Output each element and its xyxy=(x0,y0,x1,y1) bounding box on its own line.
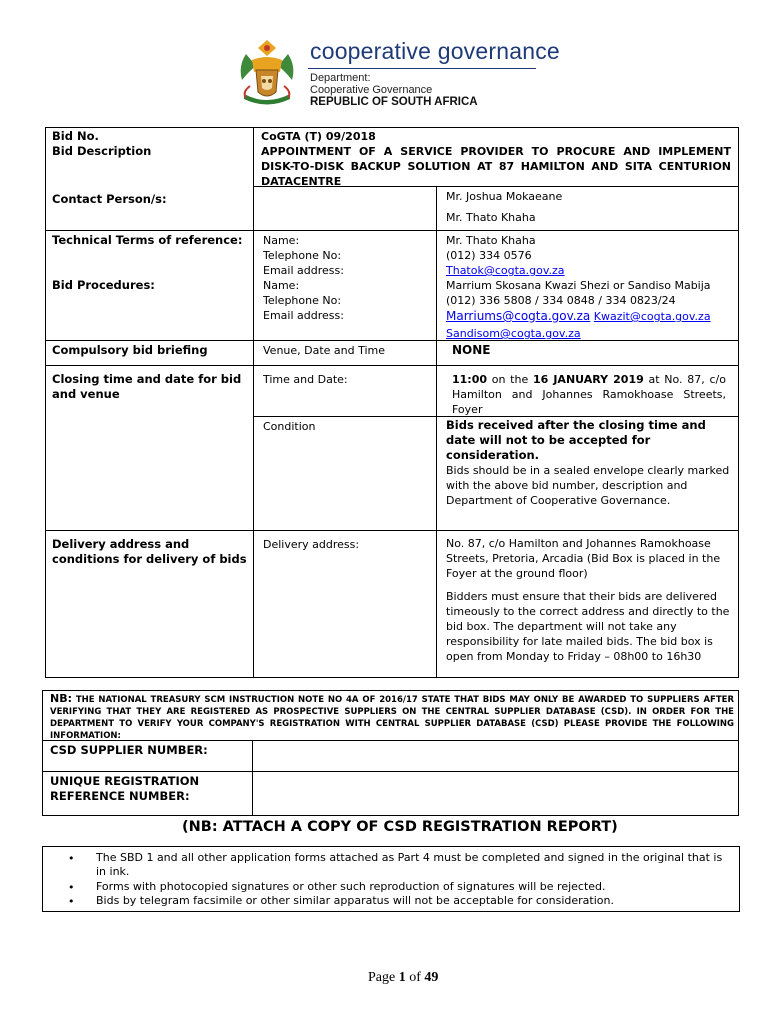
country-name: REPUBLIC OF SOUTH AFRICA xyxy=(310,96,478,108)
header-rule xyxy=(308,68,536,69)
proc-email-link-1[interactable]: Marriums@cogta.gov.za xyxy=(446,309,591,323)
proc-name-label: Name: xyxy=(263,279,300,292)
note-item-2: Forms with photocopied signatures or other such reproduction of signatures will be rejected. xyxy=(96,880,606,893)
closing-on: on the xyxy=(487,373,533,386)
briefing-label: Compulsory bid briefing xyxy=(52,343,208,357)
page-total: 49 xyxy=(424,970,439,985)
unique-reg-field[interactable] xyxy=(254,773,736,814)
unique-reg-label-1: UNIQUE REGISTRATION xyxy=(50,774,200,788)
bid-description-value: APPOINTMENT OF A SERVICE PROVIDER TO PROCURE AND IMPLEMENT DISK-TO-DISK BACKUP SOLUTION AT 87 HAMILTON AND SITA CENTURION DATACENTRE xyxy=(261,145,731,188)
tech-name-value: Mr. Thato Khaha xyxy=(446,234,536,247)
page-current: 1 xyxy=(398,970,406,985)
closing-label: Closing time and date for bid and venue xyxy=(52,372,242,401)
closing-date: 16 JANUARY 2019 xyxy=(532,373,644,386)
delivery-label: Delivery address and conditions for delivery of bids xyxy=(52,537,247,566)
briefing-field: Venue, Date and Time xyxy=(263,344,386,357)
closing-venue: at No. 87, c/o Hamilton and Johannes Ramokhoase Streets, Foyer xyxy=(452,373,726,416)
note-bullet-1: • xyxy=(68,852,75,865)
csd-nb-prefix: NB: xyxy=(50,692,72,705)
proc-email-link-2[interactable]: Kwazit@cogta.gov.za xyxy=(593,310,711,323)
bid-no-value: CoGTA (T) 09/2018 xyxy=(261,130,376,143)
tech-name-label: Name: xyxy=(263,234,300,247)
csd-nb-note xyxy=(50,693,734,742)
closing-time: 11:00 xyxy=(452,373,488,386)
page-word: Page xyxy=(368,970,399,985)
proc-email-row xyxy=(446,309,711,324)
delivery-field: Delivery address: xyxy=(263,538,360,551)
proc-name-value: Marrium Skosana Kwazi Shezi or Sandiso Mabija xyxy=(446,279,711,292)
delivery-address: No. 87, c/o Hamilton and Johannes Ramokhoase Streets, Pretoria, Arcadia (Bid Box is placed in the Foyer at the ground floor) xyxy=(446,537,721,580)
csd-supplier-label: CSD SUPPLIER NUMBER: xyxy=(50,743,208,757)
attach-csd-note: (NB: ATTACH A COPY OF CSD REGISTRATION REPORT) xyxy=(182,819,618,835)
org-name: cooperative governance xyxy=(310,38,560,64)
unique-reg-label-2: REFERENCE NUMBER: xyxy=(50,789,190,803)
tech-email-label: Email address: xyxy=(263,264,344,277)
tech-telephone-value: (012) 334 0576 xyxy=(446,249,532,262)
note-item-3: Bids by telegram facsimile or other similar apparatus will not be acceptable for consideration. xyxy=(96,894,614,907)
note-item-1: The SBD 1 and all other application forms attached as Part 4 must be completed and signed in the original that is in ink. xyxy=(96,851,723,878)
note-bullet-2: • xyxy=(68,881,75,894)
proc-email-label: Email address: xyxy=(263,309,344,322)
tech-email-link[interactable]: Thatok@cogta.gov.za xyxy=(446,264,565,277)
contact-person-1: Mr. Joshua Mokaeane xyxy=(446,190,563,203)
department-lines xyxy=(310,72,432,96)
csd-nb-text: THE NATIONAL TREASURY SCM INSTRUCTION NOTE NO 4A OF 2016/17 STATE THAT BIDS MAY ONLY BE AWARDED TO SUPPLIERS AFTER VERIFYING THAT THEY ARE REGISTERED AS PROSPECTIVE SUPPLIERS ON THE CENTRAL SUPPLIER DATABASE (CSD). IN ORDER FOR THE DEPARTMENT TO VERIFY YOUR COMPANY'S REGISTRATION WITH CENTRAL SUPPLIER DATABASE (CSD) PLEASE PROVIDE THE FOLLOWING INFORMATION: xyxy=(50,695,734,741)
condition-field: Condition xyxy=(263,420,316,433)
page-number xyxy=(368,969,438,987)
proc-telephone-label: Telephone No: xyxy=(263,294,342,307)
contact-persons-label: Contact Person/s: xyxy=(52,192,167,206)
proc-telephone-value: (012) 336 5808 / 334 0848 / 334 0823/24 xyxy=(446,294,676,307)
technical-terms-label: Technical Terms of reference: xyxy=(52,233,243,247)
tech-telephone-label: Telephone No: xyxy=(263,249,342,262)
contact-person-2: Mr. Thato Khaha xyxy=(446,211,536,224)
closing-value xyxy=(452,372,726,417)
of-word: of xyxy=(405,970,425,985)
delivery-note: Bidders must ensure that their bids are delivered timeously to the correct address and directly to the bid box. The department will not take any responsibility for late mailed bids. The bid box is open from Monday to Friday – 08h00 to 16h30 xyxy=(446,590,730,663)
note-bullet-3: • xyxy=(68,895,75,908)
bid-description-label: Bid Description xyxy=(52,144,152,158)
briefing-value: NONE xyxy=(452,343,491,357)
csd-supplier-field[interactable] xyxy=(254,742,736,770)
coat-of-arms-logo xyxy=(232,36,302,112)
department-line-2: Cooperative Governance xyxy=(310,84,433,96)
closing-field: Time and Date: xyxy=(263,373,348,386)
department-line-1: Department: xyxy=(310,72,371,84)
bid-procedures-label: Bid Procedures: xyxy=(52,278,155,292)
bid-no-label: Bid No. xyxy=(52,129,99,143)
condition-bold: Bids received after the closing time and date will not to be accepted for consideration. xyxy=(446,418,706,462)
condition-text: Bids should be in a sealed envelope clearly marked with the above bid number, description and Department of Cooperative Governance. xyxy=(446,464,730,507)
proc-email-link-3[interactable]: Sandisom@cogta.gov.za xyxy=(446,327,581,340)
